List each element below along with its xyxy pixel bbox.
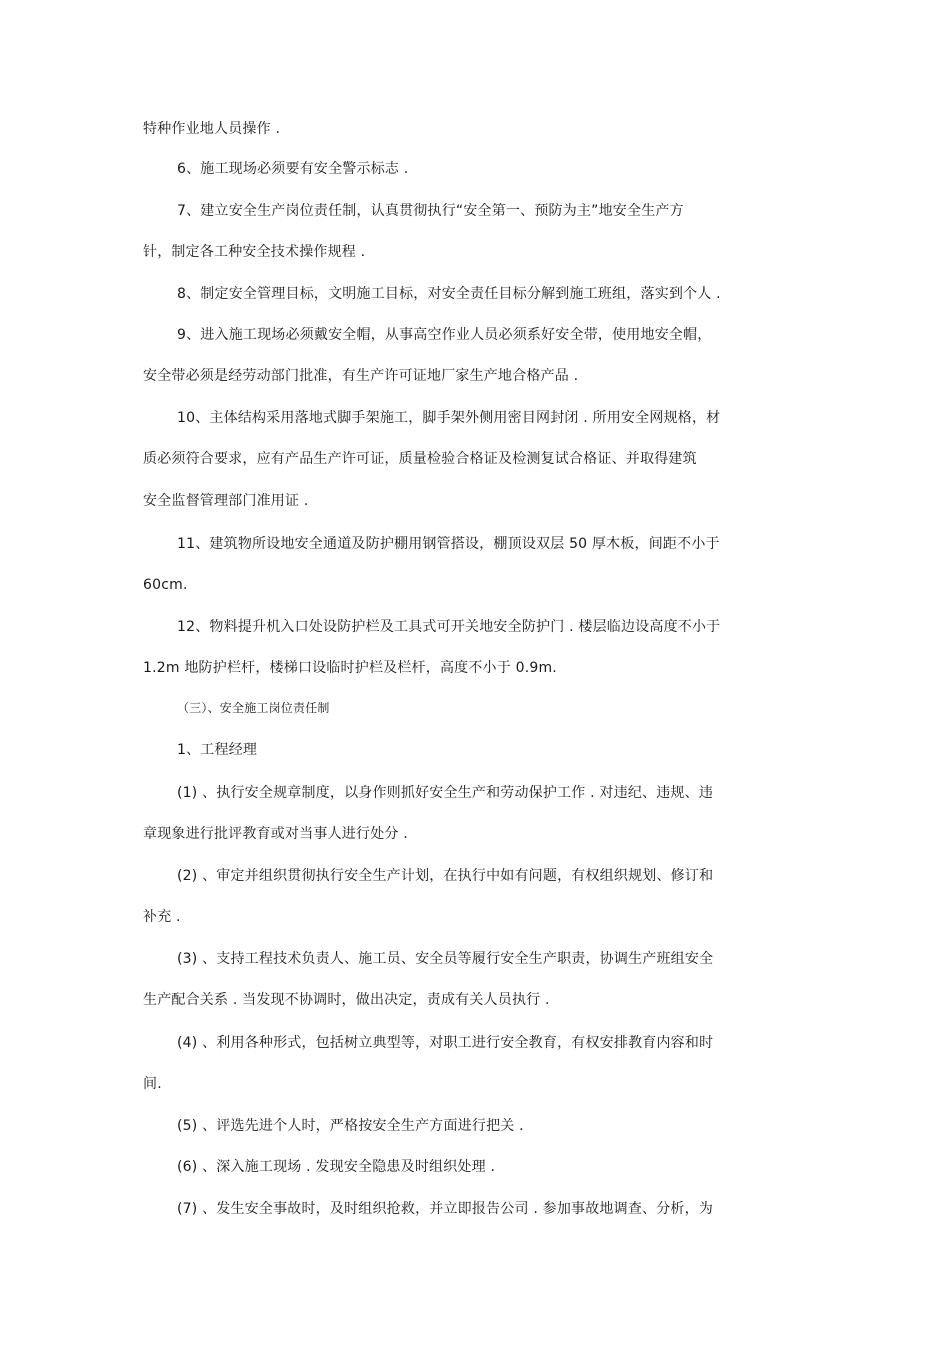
text-line: 间.	[143, 1076, 162, 1092]
text-line: 安全监督管理部门准用证 .	[143, 493, 309, 509]
text-line: 8、制定安全管理目标，文明施工目标，对安全责任目标分解到施工班组，落实到个人 .	[177, 286, 721, 302]
subsection-heading: 1、工程经理	[177, 742, 258, 758]
text-line: 生产配合关系 . 当发现不协调时，做出决定，责成有关人员执行 .	[143, 992, 550, 1008]
text-line: 章现象进行批评教育或对当事人进行处分 .	[143, 826, 408, 842]
text-line: 60cm.	[143, 577, 188, 593]
text-line: 补充 .	[143, 909, 181, 925]
text-line: 质必须符合要求，应有产品生产许可证，质量检验合格证及检测复试合格证、并取得建筑	[143, 451, 697, 467]
text-line: 10、主体结构采用落地式脚手架施工，脚手架外侧用密目网封闭 . 所用安全网规格，材	[177, 410, 721, 426]
text-line: (6) 、深入施工现场 . 发现安全隐患及时组织处理 .	[177, 1159, 496, 1175]
text-line: (3) 、支持工程技术负责人、施工员、安全员等履行安全生产职责，协调生产班组安全	[177, 951, 714, 967]
text-line: 特种作业地人员操作 .	[143, 121, 281, 137]
text-line: 6、施工现场必须要有安全警示标志 .	[177, 161, 409, 177]
section-heading: （三）、安全施工岗位责任制	[177, 701, 330, 715]
text-line: (7) 、发生安全事故时，及时组织抢救，并立即报告公司 . 参加事故地调查、分析，为	[177, 1201, 714, 1217]
text-line: 1.2m 地防护栏杆，楼梯口设临时护栏及栏杆，高度不小于 0.9m.	[143, 660, 557, 676]
text-line: (2) 、审定并组织贯彻执行安全生产计划，在执行中如有问题，有权组织规划、修订和	[177, 868, 714, 884]
text-line: 安全带必须是经劳动部门批准，有生产许可证地厂家生产地合格产品 .	[143, 368, 579, 384]
text-line: 11、建筑物所设地安全通道及防护棚用钢管搭设，棚顶设双层 50 厚木板，间距不小于	[177, 536, 720, 552]
text-line: (4) 、利用各种形式，包括树立典型等，对职工进行安全教育，有权安排教育内容和时	[177, 1035, 714, 1051]
text-line: (1) 、执行安全规章制度，以身作则抓好安全生产和劳动保护工作 . 对违纪、违规、违	[177, 785, 714, 801]
text-line: 12、物料提升机入口处设防护栏及工具式可开关地安全防护门 . 楼层临边设高度不小于	[177, 619, 721, 635]
text-line: (5) 、评选先进个人时，严格按安全生产方面进行把关 .	[177, 1118, 524, 1134]
text-line: 9、进入施工现场必须戴安全帽，从事高空作业人员必须系好安全带，使用地安全帽，	[177, 327, 712, 343]
text-line: 针，制定各工种安全技术操作规程 .	[143, 244, 366, 260]
text-line: 7、建立安全生产岗位责任制，认真贯彻执行“安全第一、预防为主”地安全生产方	[177, 203, 684, 219]
